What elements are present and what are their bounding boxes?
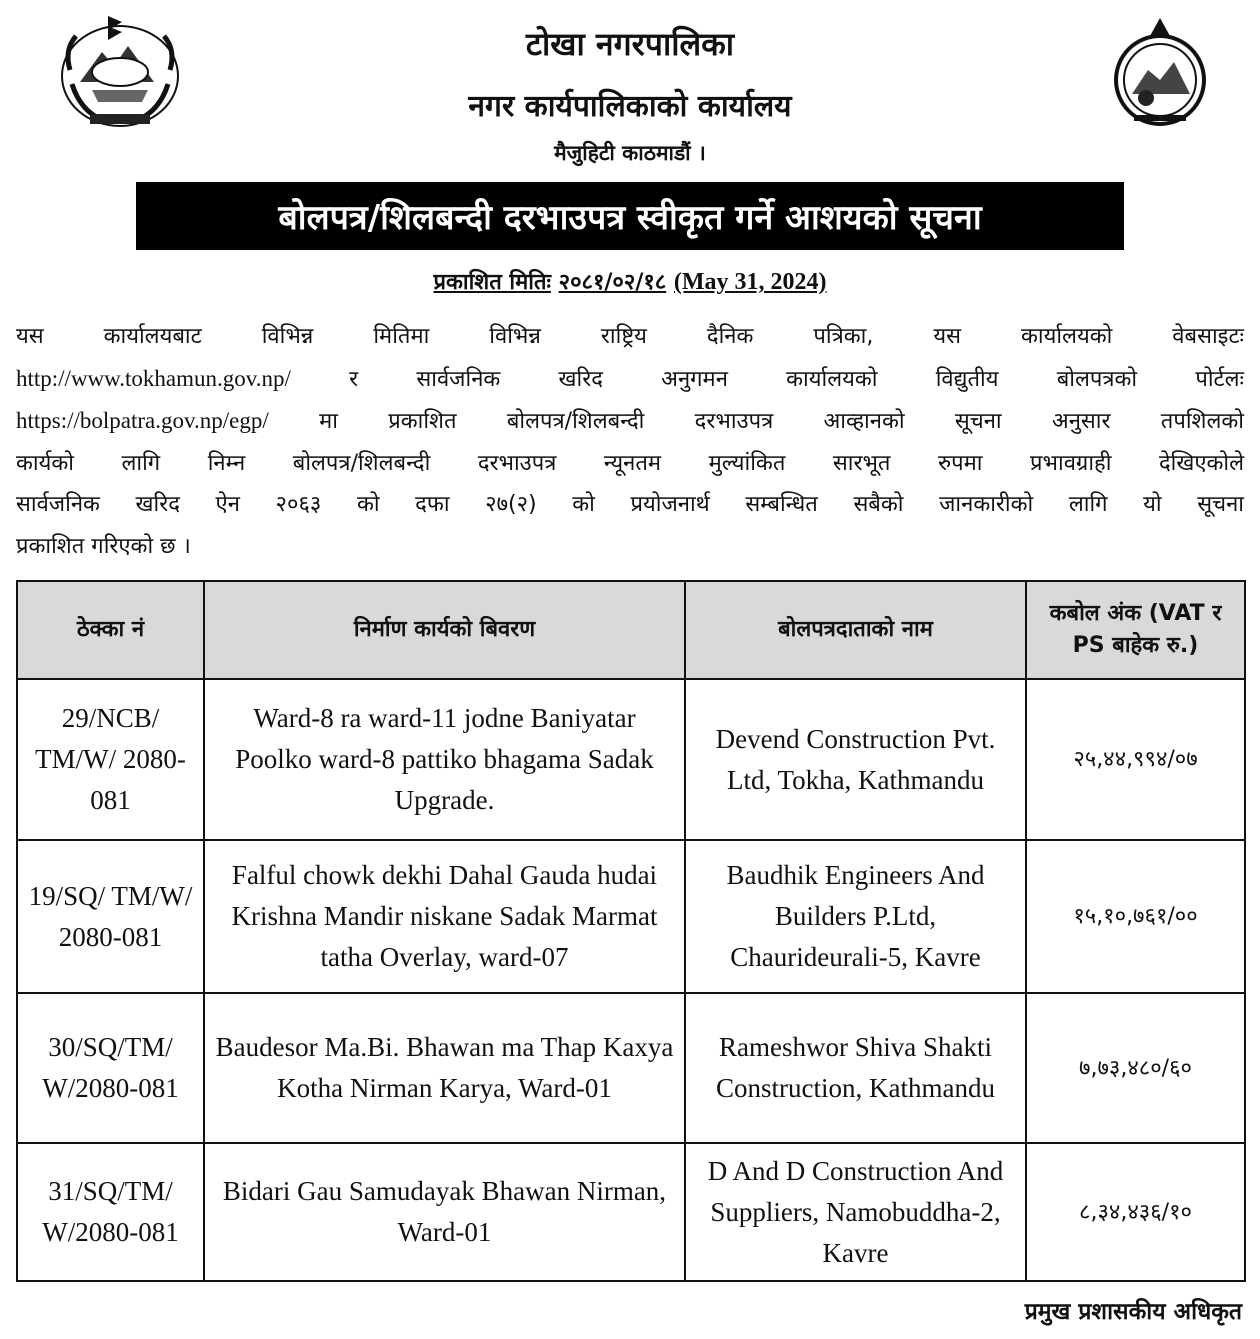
- table-row: [17, 1143, 1245, 1281]
- header-contract-no: ठेक्का नं: [17, 581, 204, 679]
- contract-no-cell: 30/SQ/TM/ W/2080-081: [17, 993, 204, 1143]
- description-cell: Ward-8 ra ward-11 jodne Baniyatar Poolko ward-8 pattiko bhagama Sadak Upgrade.: [204, 679, 685, 840]
- table-row: [17, 679, 1245, 840]
- header-description: निर्माण कार्यको बिवरण: [204, 581, 685, 679]
- notice-title: बोलपत्र/शिलबन्दी दरभाउपत्र स्वीकृत गर्ने आशयको सूचना: [278, 198, 982, 238]
- contract-no-cell: 31/SQ/TM/ W/2080-081: [17, 1143, 204, 1281]
- body-line: कार्यको लागि निम्न बोलपत्र/शिलबन्दी दरभाउपत्र न्यूनतम मुल्यांकित सारभूत रुपमा प्रभावग्राही देखिएकोले: [16, 450, 1244, 476]
- publication-date-bs: २०८१/०२/१८: [558, 270, 667, 295]
- publication-date-en: (May 31, 2024): [673, 269, 827, 295]
- description-cell: Falful chowk dekhi Dahal Gauda hudai Krishna Mandir niskane Sadak Marmat tatha Overlay, ward-07: [204, 840, 685, 993]
- bidder-cell: Rameshwor Shiva Shakti Construction, Kathmandu: [685, 993, 1026, 1143]
- bolpatra-portal-link[interactable]: https://bolpatra.gov.np/egp/: [16, 408, 269, 433]
- body-text-fragment: मा प्रकाशित बोलपत्र/शिलबन्दी दरभाउपत्र आव्हानको सूचना अनुसार तपशिलको: [319, 409, 1244, 434]
- office-unit: नगर कार्यपालिकाको कार्यालय: [468, 89, 792, 124]
- body-line: सार्वजनिक खरिद ऐन २०६३ को दफा २७(२) को प्रयोजनार्थ सम्बन्धित सबैको जानकारीको लागि यो सूचना: [16, 492, 1244, 517]
- bidder-cell: D And D Construction And Suppliers, Namobuddha-2, Kavre: [685, 1143, 1026, 1281]
- description-cell: Baudesor Ma.Bi. Bhawan ma Thap Kaxya Kotha Nirman Karya, Ward-01: [204, 993, 685, 1143]
- tender-table: [16, 580, 1246, 1282]
- notice-title-banner: [136, 182, 1124, 250]
- publication-date-label: प्रकाशित मितिः: [433, 270, 551, 295]
- header-bidder: बोलपत्रदाताको नाम: [685, 581, 1026, 679]
- body-line: प्रकाशित गरिएको छ ।: [16, 533, 191, 559]
- amount-cell: ७,७३,४८०/६०: [1026, 993, 1245, 1143]
- bidder-cell: Baudhik Engineers And Builders P.Ltd, Chaurideurali-5, Kavre: [685, 840, 1026, 993]
- publication-date: [0, 266, 1260, 296]
- amount-cell: ८,३४,४३६/१०: [1026, 1143, 1245, 1281]
- body-line: [16, 400, 1244, 443]
- signatory-title: प्रमुख प्रशासकीय अधिकृत: [1024, 1299, 1242, 1325]
- municipality-website-link[interactable]: http://www.tokhamun.gov.np/: [16, 365, 291, 391]
- office-location: मैजुहिटी काठमाडौं ।: [554, 141, 706, 165]
- body-text-fragment: र सार्वजनिक खरिद अनुगमन कार्यालयको विद्युतीय बोलपत्रको पोर्टलः: [349, 366, 1244, 392]
- header-amount: कबोल अंक (VAT र PS बाहेक रु.): [1026, 581, 1245, 679]
- amount-cell: २५,४४,९९४/०७: [1026, 679, 1245, 840]
- table-row: [17, 993, 1245, 1143]
- description-cell: Bidari Gau Samudayak Bhawan Nirman, Ward-01: [204, 1143, 685, 1281]
- amount-cell: १५,१०,७६१/००: [1026, 840, 1245, 993]
- body-line: [16, 358, 1244, 401]
- contract-no-cell: 29/NCB/ TM/W/ 2080-081: [17, 679, 204, 840]
- bidder-cell: Devend Construction Pvt. Ltd, Tokha, Kathmandu: [685, 679, 1026, 840]
- table-header-row: [17, 581, 1245, 679]
- contract-no-cell: 19/SQ/ TM/W/ 2080-081: [17, 840, 204, 993]
- body-line: यस कार्यालयबाट विभिन्न मितिमा विभिन्न राष्ट्रिय दैनिक पत्रिका, यस कार्यालयको वेबसाइटः: [16, 324, 1244, 349]
- office-name: टोखा नगरपालिका: [525, 25, 735, 63]
- notice-body: [16, 316, 1244, 567]
- table-row: [17, 840, 1245, 993]
